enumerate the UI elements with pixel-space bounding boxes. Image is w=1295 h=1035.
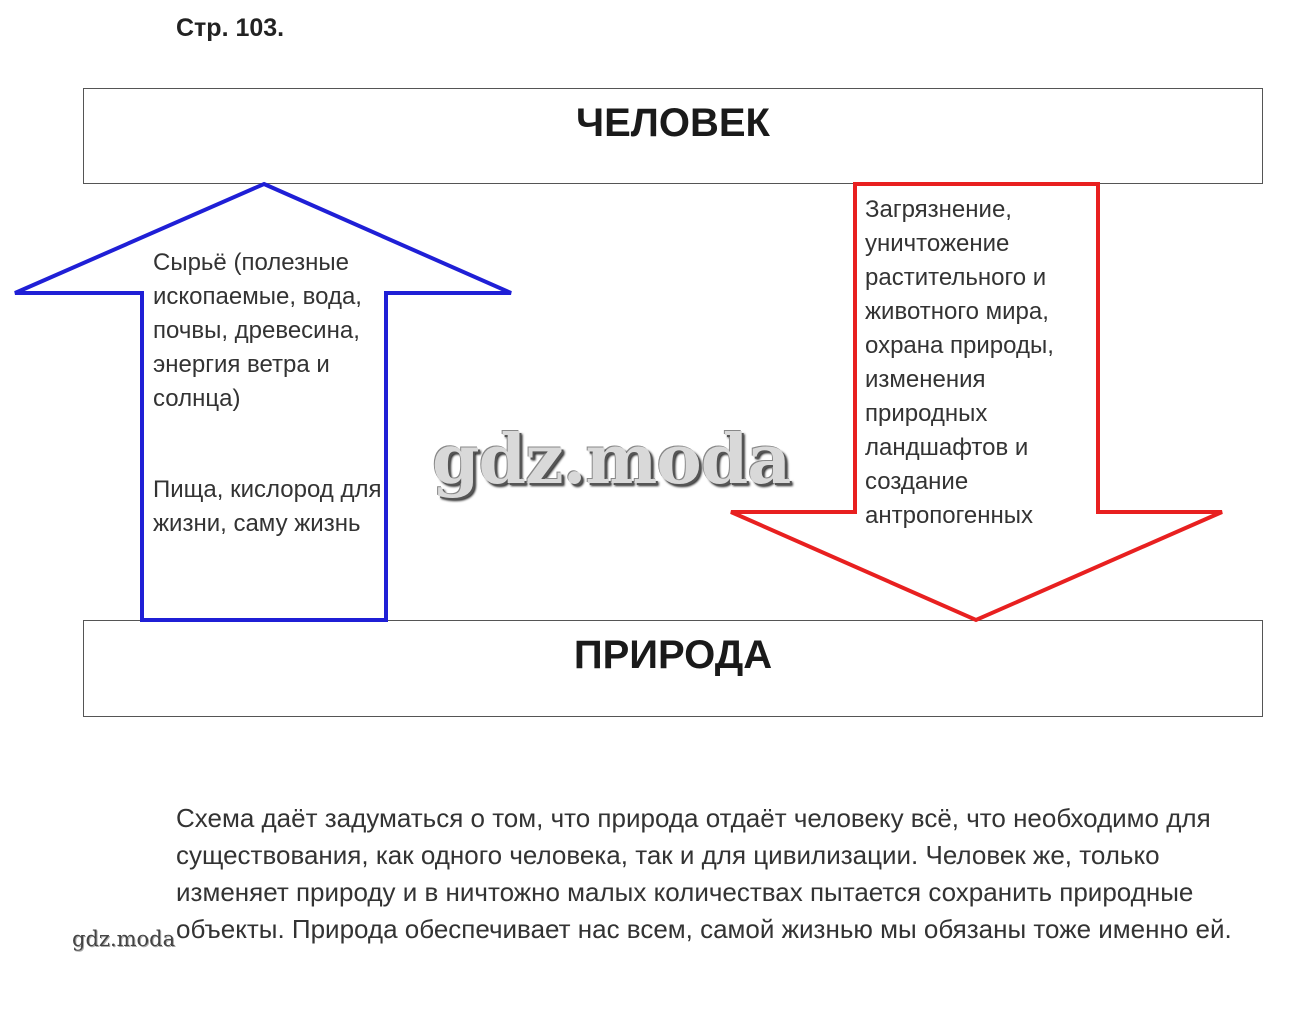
page-header: Стр. 103. [176,14,285,42]
impact-text: Загрязнение, уничтожение растительного и животного мира, охрана природы, изменения природных ландшафтов и создание антропогенных [865,196,1054,529]
nature-label: ПРИРОДА [573,633,773,677]
watermark-logo: gdz.moda [432,420,791,500]
human-label: ЧЕЛОВЕК [576,101,770,145]
food-oxygen-text: Пища, кислород для жизни, саму жизнь [153,476,382,537]
resources-text: Сырьё (полезные ископаемые, вода, почвы, древесина, энергия ветра и солнца) [153,249,362,412]
summary-paragraph: Схема даёт задуматься о том, что природа отдаёт человеку всё, что необходимо для существования, как одного человека, так и для цивилизации. Человек же, только изменяет природу и в ничтожно малых количествах пытается сохранить природные объекты. Природа обеспечивает нас всем, самой жизнью мы обязаны тоже именно ей. [176,803,1232,944]
watermark-small-logo: gdz.moda [72,927,176,951]
